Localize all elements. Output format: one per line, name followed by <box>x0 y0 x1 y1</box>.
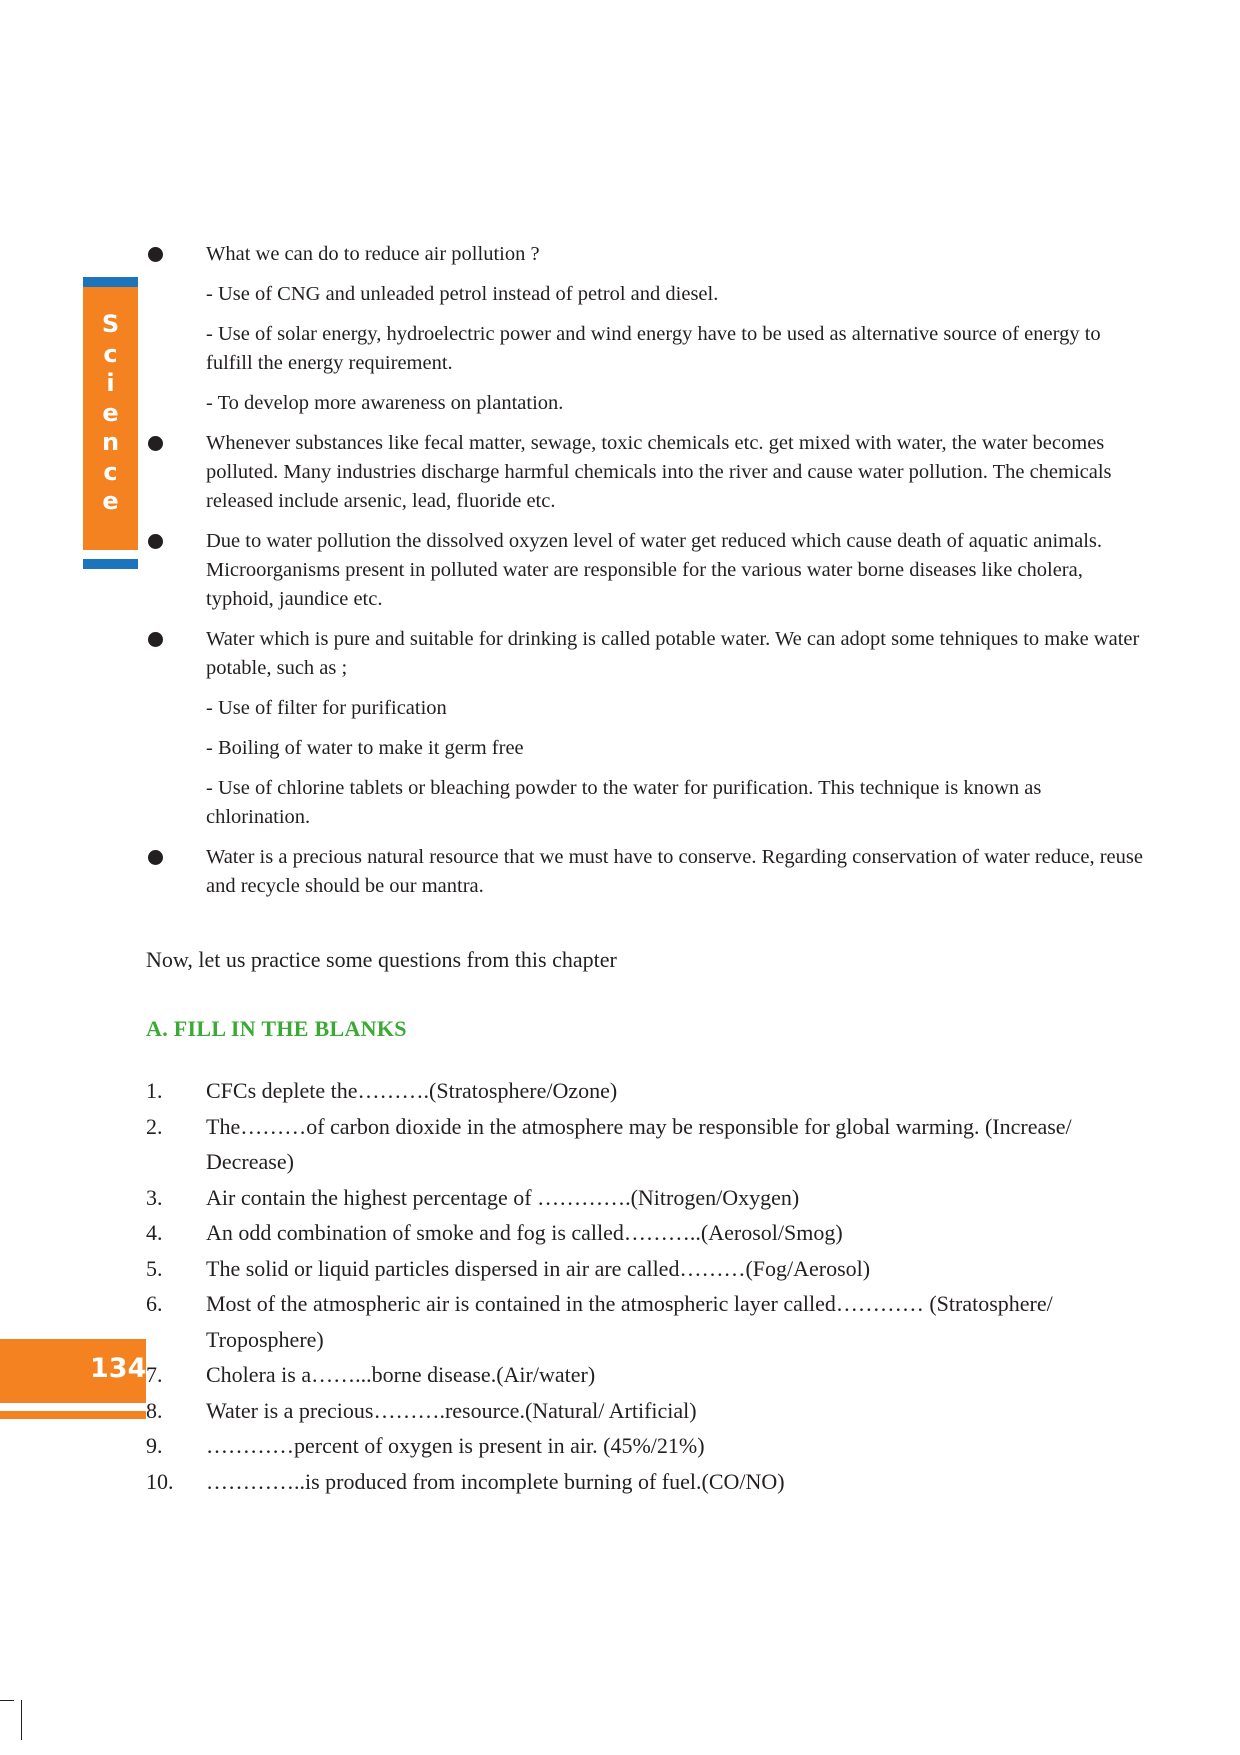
bullet-icon <box>148 850 163 865</box>
sub-item <box>146 774 1146 832</box>
question-number: 2. <box>146 1113 163 1139</box>
question-number: 6. <box>146 1291 163 1316</box>
bullet-text: Whenever substances like fecal matter, sewage, toxic chemicals etc. get mixed with water, the water becomes polluted. Many industries discharge harmful chemicals into the river and cause water pollution. The chemicals released include arsenic, lead, fluoride etc. <box>206 432 1112 512</box>
question-item <box>146 1357 1146 1393</box>
side-letter: e <box>102 487 119 515</box>
question-item <box>146 1251 1146 1287</box>
question-item <box>146 1286 1146 1357</box>
question-text: The………of carbon dioxide in the atmosphere may be responsible for global warming. (Increase/ Decrease) <box>206 1113 1072 1174</box>
question-item <box>146 1109 1146 1180</box>
question-number: 4. <box>146 1220 163 1245</box>
question-text: Most of the atmospheric air is contained in the atmospheric layer called………… (Stratosphere/ Troposphere) <box>206 1291 1053 1352</box>
question-item <box>146 1393 1146 1429</box>
side-tab-top-rule <box>83 277 138 287</box>
side-letter: S <box>101 310 120 338</box>
sub-item-text: - To develop more awareness on plantation. <box>206 392 564 414</box>
question-number: 7. <box>146 1362 163 1387</box>
question-text: The solid or liquid particles dispersed in air are called………(Fog/Aerosol) <box>206 1255 871 1281</box>
side-tab-bottom-rule <box>83 559 138 569</box>
side-letter: i <box>106 369 115 397</box>
side-letter: c <box>103 339 118 368</box>
bullet-item <box>146 527 1146 614</box>
question-item <box>146 1464 1146 1500</box>
question-number: 1. <box>146 1078 163 1103</box>
question-number: 5. <box>146 1255 163 1281</box>
bullet-item <box>146 429 1146 516</box>
question-list <box>146 1073 1146 1499</box>
sub-item-text: - Use of CNG and unleaded petrol instead of petrol and diesel. <box>206 283 719 305</box>
question-number: 9. <box>146 1433 163 1458</box>
bullet-item <box>146 625 1146 683</box>
sub-item <box>146 694 1146 723</box>
sub-item-text: - Use of chlorine tablets or bleaching powder to the water for purification. This technique is known as chlorination. <box>206 777 1042 828</box>
page-number-rule <box>0 1411 146 1419</box>
question-item <box>146 1215 1146 1251</box>
sub-item-text: - Boiling of water to make it germ free <box>206 737 524 759</box>
page-number: 134 <box>90 1353 147 1384</box>
section-heading: A. FILL IN THE BLANKS <box>146 1016 407 1041</box>
question-item <box>146 1428 1146 1464</box>
sub-item <box>146 280 1146 309</box>
bullet-item <box>146 240 1146 269</box>
question-text: CFCs deplete the……….(Stratosphere/Ozone) <box>206 1078 618 1103</box>
question-text: An odd combination of smoke and fog is called………..(Aerosol/Smog) <box>206 1220 843 1245</box>
bullet-text: Water which is pure and suitable for drinking is called potable water. We can adopt some tehniques to make water potable, such as ; <box>206 628 1140 679</box>
sub-item-text: - Use of solar energy, hydroelectric power and wind energy have to be used as alternative source of energy to fulfill the energy requirement. <box>206 323 1101 374</box>
bullet-text: Water is a precious natural resource that we must have to conserve. Regarding conservation of water reduce, reuse and recycle should be our mantra. <box>206 846 1143 897</box>
question-item <box>146 1073 1146 1109</box>
question-text: Air contain the highest percentage of ………….(Nitrogen/Oxygen) <box>206 1184 800 1210</box>
bullet-text: Due to water pollution the dissolved oxyzen level of water get reduced which cause death of aquatic animals. Microorganisms present in polluted water are responsible for the various water borne diseases like cholera, typhoid, jaundice etc. <box>206 530 1102 610</box>
side-letter: c <box>103 457 118 486</box>
page-content <box>146 240 1146 1499</box>
bullet-icon <box>148 632 163 647</box>
side-letter: n <box>101 428 120 456</box>
side-letter: e <box>102 398 119 427</box>
question-text: …………..is produced from incomplete burning of fuel.(CO/NO) <box>206 1468 785 1494</box>
bullet-icon <box>148 247 163 262</box>
sub-item-text: - Use of filter for purification <box>206 697 447 719</box>
bullet-item <box>146 843 1146 901</box>
crop-mark-horizontal <box>0 1700 14 1701</box>
bullet-icon <box>148 534 163 549</box>
question-text: Cholera is a……...borne disease.(Air/water) <box>206 1362 596 1387</box>
crop-mark-vertical <box>21 1700 22 1740</box>
practice-intro: Now, let us practice some questions from this chapter <box>146 947 617 972</box>
bullet-text: What we can do to reduce air pollution ? <box>206 243 540 265</box>
side-tab-label <box>83 310 138 517</box>
sub-item <box>146 389 1146 418</box>
question-number: 3. <box>146 1184 163 1210</box>
question-text: …………percent of oxygen is present in air. (45%/21%) <box>206 1433 705 1458</box>
question-number: 8. <box>146 1397 163 1423</box>
question-text: Water is a precious……….resource.(Natural/ Artificial) <box>206 1397 697 1423</box>
question-number: 10. <box>146 1468 174 1494</box>
question-item <box>146 1180 1146 1216</box>
bullet-icon <box>148 436 163 451</box>
sub-item <box>146 320 1146 378</box>
sub-item <box>146 734 1146 763</box>
